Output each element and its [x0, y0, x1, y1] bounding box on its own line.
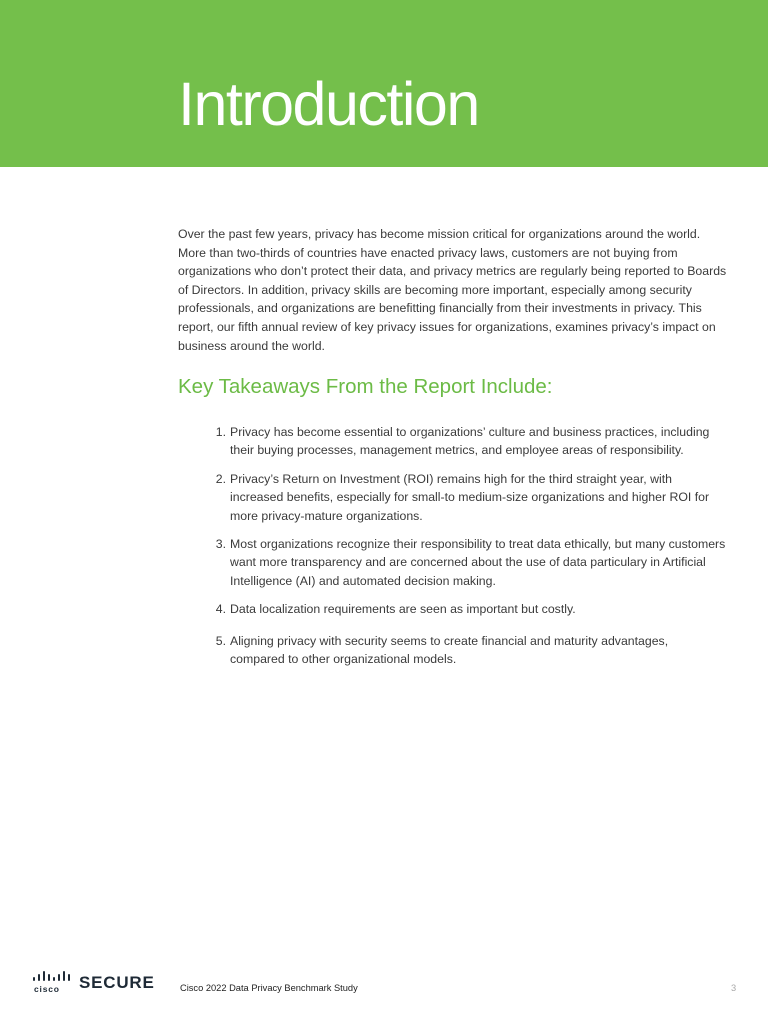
footer-document-title: Cisco 2022 Data Privacy Benchmark Study — [180, 983, 358, 993]
logo-brand-text: cisco — [34, 984, 60, 994]
intro-paragraph: Over the past few years, privacy has become mission critical for organizations around the world. More than two-thirds of countries have enacted privacy laws, customers are not buying from organizations who don’t protect their data, and privacy metrics are regularly being reported to Boards of Directors. In addition, privacy skills are becoming more important, especially among security professionals, and organizations are benefitting financially from their investments in privacy. This report, our fifth annual review of key privacy issues for organizations, examines privacy’s impact on business around the world. — [178, 227, 727, 353]
page-title: Introduction — [178, 70, 479, 138]
list-item-number: 4. — [215, 602, 226, 617]
list-item-text: Data localization requirements are seen as important but costly. — [230, 602, 576, 617]
takeaways-list — [206, 423, 726, 668]
list-item — [206, 632, 726, 669]
logo-product-text: SECURE — [79, 973, 155, 992]
list-item-number: 5. — [215, 633, 226, 648]
list-item — [206, 535, 726, 590]
list-item-number: 1. — [215, 425, 226, 439]
list-item-text: Privacy’s Return on Investment (ROI) remains high for the third straight year, with increased benefits, especially for small-to medium-size organizations and higher ROI for more privacy-mature organizations. — [230, 471, 710, 523]
list-item-text: Privacy has become essential to organizations’ culture and business practices, including their buying processes, management metrics, and employee areas of responsibility. — [230, 425, 710, 458]
list-item-text: Aligning privacy with security seems to create financial and maturity advantages, compared to other organizational models. — [230, 633, 669, 667]
list-item — [206, 600, 726, 618]
section-heading: Key Takeaways From the Report Include: — [178, 375, 553, 398]
cisco-bars-icon — [33, 971, 71, 983]
page-number: 3 — [731, 983, 737, 993]
page-footer — [0, 965, 768, 1005]
list-item — [206, 470, 726, 525]
cisco-secure-logo — [31, 971, 161, 997]
list-item — [206, 423, 726, 460]
header-banner — [0, 0, 768, 167]
list-item-number: 3. — [215, 537, 226, 552]
list-item-text: Most organizations recognize their responsibility to treat data ethically, but many customers want more transparency and are concerned about the use of data particulary in Artificial Intelligence (AI) and automated decision making. — [230, 537, 726, 588]
list-item-number: 2. — [215, 471, 226, 486]
